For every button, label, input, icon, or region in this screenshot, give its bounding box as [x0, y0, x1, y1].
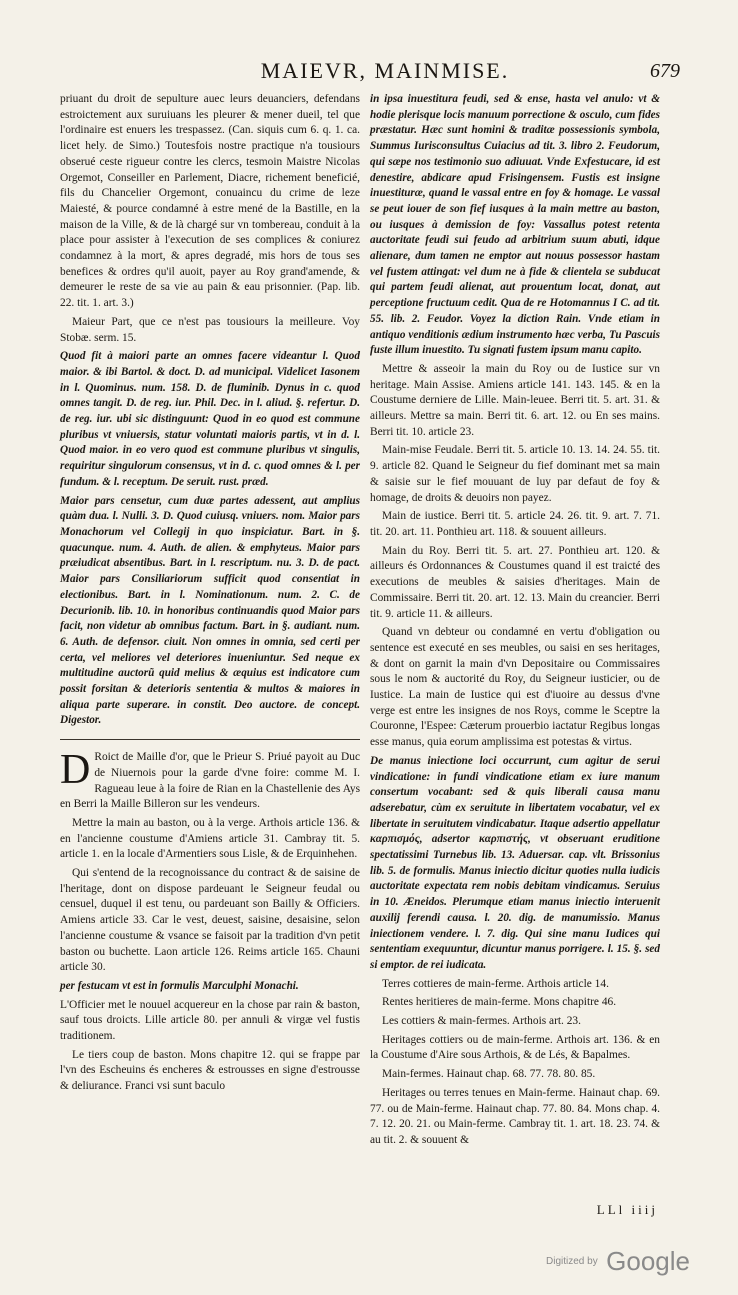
paragraph: Main du Roy. Berri tit. 5. art. 27. Ponthieu art. 120. & ailleurs és Ordonnances & Coustumes quand il est traicté des executions de meubles & saisies d'heritages. Main de Commissaire. Berri tit. 20. art. 12. 13. Main du creancier. Berri tit. 9. article 11. & ailleurs.	[370, 544, 660, 620]
paragraph: Quand vn debteur ou condamné en vertu d'obligation ou sentence est executé en ses meubles, ou saisi en ses heritages, & dont on garnit la main d'vn Depositaire ou Commissaires sous le nom & auctorité du Roy, du Seigneur iusticier, ou de Iustice. La main de Iustice qui est d'iuoire au dessus d'vne verge est entre les insignes de nos Roys, comme le Sceptre la Couronne, l'Espee: Cæterum prouerbio iactatur Regibus longas esse manus, quia eorum amplissima est potestas & virtus.	[370, 626, 660, 749]
right-column-paragraphs	[370, 92, 660, 1149]
left-column	[60, 92, 360, 1098]
page-number: 679	[650, 60, 680, 82]
watermark-brand: Google	[606, 1246, 690, 1276]
paragraph: Mettre & asseoir la main du Roy ou de Iustice sur vn heritage. Main Assise. Amiens article 141. 143. 145. & en la Coustume derniere de Lille. Main-leuee. Berri tit. 5. art. 31. & ailleurs. Mettre sa main. Berri tit. 6. art. 12. ou En ses mains. Berri tit. 10. article 23.	[370, 362, 660, 438]
paragraph: in ipsa inuestitura feudi, sed & ense, hasta vel anulo: vt & hodie plerisque locis manuum porrectione & osculo, cum fides præstatur. Hæc sunt homini & traditæ possessionis symbola, Summus Iurisconsultus Cuiacius ad tit. 3. libro 2. Feudorum, qui sæpe nos testimonio suo adiuuat. Vnde Exfestucare, id est denestire, abdicare apud Frisingensem. Fustis est insigne inuestituræ, quand le vassal entre en foy & homage. Le vassal se peut iouer de son fief iusques à la main mettre au baston, ou iusques à demission de foy: Vassallus potest retenta auctoritate feudi sui feudo ad arbitrium suum abuti, idque alienare, dum tamen ne emptor aut nouus possessor hastam vel fustem attingat: vel dum ne à fide & clientela se subducat qui partem feudi alienat, aut prouentum locat, donat, aut perceptione fructuum cedit. Qua de re Hotomannus I C. ad tit. 55. lib. 2. Feudor. Voyez la diction Rain. Vnde etiam in antiquo venditionis ædium instrumento hæc verba, Tu Pascuis fuste illum inuestito. Tu signati fustem ipsum manu capito.	[370, 93, 660, 357]
paragraph: Le tiers coup de baston. Mons chapitre 12. qui se frappe par l'vn des Escheuins és encheres & estrousses en signe d'estrousse & deliurance. Franci vsi sunt baculo	[60, 1048, 360, 1093]
digitized-watermark	[546, 1246, 690, 1277]
section-paragraphs	[60, 747, 360, 1095]
section-divider	[60, 739, 360, 740]
signature-mark: LLl iiij	[596, 1202, 658, 1217]
paragraph: Maior pars censetur, cum duæ partes adessent, aut amplius quàm dua. l. Nulli. 3. D. Quod cuiusq. vniuers. nom. Maior pars Monachorum vel Collegij in quo inspiciatur. Bart. in §. quacunque. num. 4. Auth. de alien. & emphyteus. Maior pars præiudicat absentibus. Bart. in l. rescriptum. nu. 3. D. de pact. Maior pars Consiliariorum sufficit quod consentiat in electionibus. Bart. in l. Nominationum. num. 2. C. de Decurionib. lib. 10. in honoribus continuandis quod Maior pars facit, non videtur ab omnibus factum. Bart. in §. audiant. num. 6. Auth. de defensor. ciuit. Non omnes in omnia, sed certi per certa, vel meliores vel deteriores inueniuntur. Sed neque ex multitudine auctorũ quid melius & æquius est indicatore cum possit forsitan & deterioris sententia & multos & maiores in aliqua parte superare. in constit. Deo auctore. de concept. Digestor.	[60, 494, 360, 727]
paragraph: Roict de Maille d'or, que le Prieur S. Priué payoit au Duc de Niuernois pour la garde d'vne foire: comme M. I. Ragueau leue à la foire de Rian en la Chastellenie des Ays en Berri la Maille Billeron sur les vendeurs.	[60, 751, 360, 811]
paragraph: per festucam vt est in formulis Marculphi Monachi.	[60, 979, 299, 992]
paragraph: Mettre la main au baston, ou à la verge. Arthois article 136. & en l'ancienne coustume d'Amiens article 31. Cambray tit. 5. article 1. en la locale d'Armentiers sous Lisle, & de Erquinhehen.	[60, 816, 360, 861]
running-head: MAIEVR, MAINMISE.	[260, 58, 510, 83]
paragraph: Maieur Part, que ce n'est pas tousiours la meilleure. Voy Stobæ. serm. 15.	[60, 315, 360, 344]
paragraph: Qui s'entend de la recognoissance du contract & de saisine de l'heritage, dont on dispose pardeuant le Seigneur feudal ou censuel, duquel il est tenu, ou pardeuant son Bailly & Officiers. Amiens article 33. Car le vest, deuest, saisine, desaisine, selon l'ancienne coustume & vsance se faisoit par la tradition d'vn petit baston ou buchette. Laon article 126. Reims article 165. Chauni article 30.	[60, 867, 360, 974]
paragraph: priuant du droit de sepulture auec leurs deuanciers, defendans estroictement aux suruiuans les pleurer & mener dueil, tel que l'ordinaire est enuers les trespassez. (Can. siquis cum 6. q. 1. ca. licet hely. de Simo.) Toutesfois nostre practique n'a tousiours obserué ceste rigueur contre les clercs, tesmoin Maistre Nicolas Orgemot, Conseiller en Parlement, Diacre, richement beneficié, fils du Chancelier Orgemont, conuaincu du crime de leze Maiesté, & pource condamné à estre mené de la Bastille, en la maison de la Ville, & de là chargé sur vn tombereau, conduit à la place pour assister à l'execution de ses complices & coniurez condamnez à la mort, & apres degradé, mis hors de tous ses benefices & ordres qu'il auoit, payer au Roy grand'amende, & demeurer le reste de sa vie au pain & eau prisonnier. (Pap. lib. 22. tit. 1. art. 3.)	[60, 93, 360, 310]
paragraph: Les cottiers & main-fermes. Arthois art. 23.	[382, 1015, 581, 1028]
paragraph: Main-mise Feudale. Berri tit. 5. article 10. 13. 14. 24. 55. tit. 9. article 82. Quand le Seigneur du fief dominant met sa main & saisie sur le fief mouuant de luy par defaut de foy & homage, de droits & deuoirs non payez.	[370, 444, 660, 504]
section-droict-de-maille	[60, 747, 360, 1095]
paragraph: Main de iustice. Berri tit. 5. article 24. 26. tit. 9. art. 7. 71. tit. 20. art. 11. Ponthieu art. 118. & souuent ailleurs.	[370, 510, 660, 538]
watermark-prefix: Digitized by	[546, 1256, 598, 1267]
paragraph: Terres cottieres de main-ferme. Arthois article 14.	[382, 977, 609, 990]
paragraph: Quod fit à maiori parte an omnes facere videantur l. Quod maior. & ibi Bartol. & doct. D. ad municipal. Videlicet Iasonem in l. Quominus. num. 158. D. de fluminib. Dynus in c. quod omnes tangit. D. de reg. iur. Phil. Dec. in l. aliud. §. refertur. D. de reg. iur. ubi sic distinguunt: Quod in eo quod est commune pluribus vt vniuersis, statur voluntati maioris partis, vt in d. l. Quod maior. in eo vero quod est commune pluribus vt singulis, requiritur singulorum consensus, vt in d. c. quod omnes & l. per fundum. & l. receptum. De seruit. rust. præd.	[60, 350, 360, 488]
paragraph: De manus iniectione loci occurrunt, cum agitur de serui vindicatione: in fundi vindicatione etiam ex iure manum consertum vocabant: sed & quis liberali causa manu adserebatur, cùm ex seruitute in libertatem vocabatur, vel ex libertate in seruitutem vindicabatur. Itaque adsertio appellatur καρπισμός, adsertor καρπιστής, vt obseruant eruditione spectatissimi Turnebus lib. 13. Aduersar. cap. vlt. Brissonius lib. 5. de formulis. Manus iniectio dicitur quoties nulla iudicis auctoritate expectata rem nobis debitam vindicamus. Seruius in 10. Æneidos. Plerumque etiam manus iniectio interuenit auxilij ferendi causa. l. 20. dig. de manumissio. Manus iniectionem vendere. l. 7. dig. Qui sine manu Iudices qui sententiam exequuntur, dicuntur manus porrigere. l. 15. §. sed si emptor. de rei iudicata.	[370, 754, 660, 971]
paragraph: Main-fermes. Hainaut chap. 68. 77. 78. 80. 85.	[382, 1068, 596, 1081]
left-column-paragraphs	[60, 92, 360, 729]
drop-cap: D	[60, 747, 91, 794]
paragraph: L'Officier met le nouuel acquereur en la chose par rain & baston, sauf tous droicts. Lille article 80. per annuli & virgæ vel fustis traditionem.	[60, 998, 360, 1043]
right-column	[370, 92, 660, 1152]
paragraph: Heritages ou terres tenues en Main-ferme. Hainaut chap. 69. 77. ou de Main-ferme. Hainaut chap. 77. 80. 84. Mons chap. 4. 7. 12. 20. 21. ou Main-ferme. Cambray tit. 1. art. 18. 23. 74. & au tit. 2. & souuent &	[370, 1086, 660, 1146]
paragraph: Heritages cottiers ou de main-ferme. Arthois art. 136. & en la Coustume d'Aire sous Arthois, & de Lés, & Bapalmes.	[370, 1033, 660, 1062]
page-header	[60, 58, 700, 94]
paragraph: Rentes heritieres de main-ferme. Mons chapitre 46.	[382, 996, 617, 1009]
